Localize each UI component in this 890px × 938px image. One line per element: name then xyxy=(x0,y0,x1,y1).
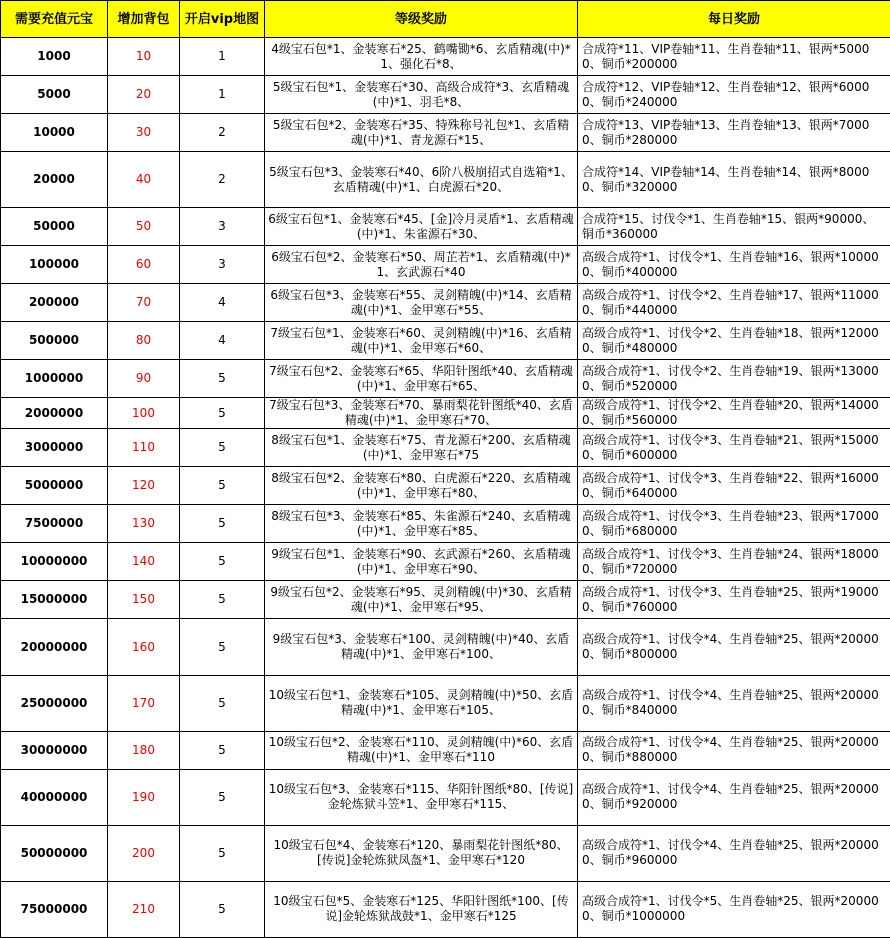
daily-reward-cell: 高级合成符*1、讨伐令*2、生肖卷轴*18、银两*120000、铜币*480000 xyxy=(578,322,890,360)
header-vip: 开启vip地图 xyxy=(180,1,265,38)
bag-cell: 70 xyxy=(108,284,180,322)
amount-cell: 20000000 xyxy=(1,619,108,675)
daily-reward-cell: 高级合成符*1、讨伐令*3、生肖卷轴*23、银两*170000、铜币*680000 xyxy=(578,505,890,543)
daily-reward-cell: 高级合成符*1、讨伐令*3、生肖卷轴*24、银两*180000、铜币*720000 xyxy=(578,543,890,581)
vip-cell: 5 xyxy=(180,619,265,675)
table-row xyxy=(1,505,890,543)
daily-reward-cell: 高级合成符*1、讨伐令*2、生肖卷轴*17、银两*110000、铜币*440000 xyxy=(578,284,890,322)
bag-cell: 150 xyxy=(108,581,180,619)
amount-cell: 10000000 xyxy=(1,543,108,581)
table-row xyxy=(1,360,890,398)
level-reward-cell: 7级宝石包*3、金装寒石*70、暴雨梨花针图纸*40、玄盾精魂(中)*1、金甲寒石*70、 xyxy=(265,398,578,429)
vip-cell: 5 xyxy=(180,543,265,581)
table-row xyxy=(1,114,890,152)
daily-reward-cell: 合成符*13、VIP卷轴*13、生肖卷轴*13、银两*70000、铜币*280000 xyxy=(578,114,890,152)
table-row xyxy=(1,825,890,881)
amount-cell: 25000000 xyxy=(1,675,108,731)
vip-cell: 5 xyxy=(180,505,265,543)
amount-cell: 75000000 xyxy=(1,881,108,937)
vip-cell: 5 xyxy=(180,881,265,937)
daily-reward-cell: 高级合成符*1、讨伐令*1、生肖卷轴*16、银两*100000、铜币*400000 xyxy=(578,246,890,284)
header-level-reward: 等级奖励 xyxy=(265,1,578,38)
table-row xyxy=(1,38,890,76)
bag-cell: 170 xyxy=(108,675,180,731)
table-row xyxy=(1,543,890,581)
level-reward-cell: 6级宝石包*1、金装寒石*45、[金]冷月灵盾*1、玄盾精魂(中)*1、朱雀源石*30、 xyxy=(265,208,578,246)
table-row xyxy=(1,208,890,246)
level-reward-cell: 9级宝石包*2、金装寒石*95、灵剑精魄(中)*30、玄盾精魂(中)*1、金甲寒石*95、 xyxy=(265,581,578,619)
level-reward-cell: 7级宝石包*1、金装寒石*60、灵剑精魄(中)*16、玄盾精魂(中)*1、金甲寒石*60、 xyxy=(265,322,578,360)
bag-cell: 210 xyxy=(108,881,180,937)
table-row xyxy=(1,246,890,284)
level-reward-cell: 4级宝石包*1、金装寒石*25、鹤嘴锄*6、玄盾精魂(中)*1、强化石*8、 xyxy=(265,38,578,76)
amount-cell: 50000000 xyxy=(1,825,108,881)
header-bag: 增加背包 xyxy=(108,1,180,38)
daily-reward-cell: 合成符*15、讨伐令*1、生肖卷轴*15、银两*90000、铜币*360000 xyxy=(578,208,890,246)
vip-cell: 1 xyxy=(180,76,265,114)
daily-reward-cell: 合成符*14、VIP卷轴*14、生肖卷轴*14、银两*80000、铜币*320000 xyxy=(578,152,890,208)
table-row xyxy=(1,322,890,360)
bag-cell: 30 xyxy=(108,114,180,152)
amount-cell: 15000000 xyxy=(1,581,108,619)
table-body xyxy=(1,38,890,938)
table-row xyxy=(1,881,890,937)
vip-cell: 5 xyxy=(180,675,265,731)
daily-reward-cell: 高级合成符*1、讨伐令*4、生肖卷轴*25、银两*200000、铜币*800000 xyxy=(578,619,890,675)
amount-cell: 500000 xyxy=(1,322,108,360)
level-reward-cell: 10级宝石包*5、金装寒石*125、华阳针图纸*100、[传说]金轮炼狱战鼓*1、金甲寒石*125 xyxy=(265,881,578,937)
level-reward-cell: 9级宝石包*3、金装寒石*100、灵剑精魄(中)*40、玄盾精魂(中)*1、金甲寒石*100、 xyxy=(265,619,578,675)
amount-cell: 7500000 xyxy=(1,505,108,543)
vip-cell: 3 xyxy=(180,208,265,246)
daily-reward-cell: 高级合成符*1、讨伐令*4、生肖卷轴*25、银两*200000、铜币*840000 xyxy=(578,675,890,731)
daily-reward-cell: 高级合成符*1、讨伐令*4、生肖卷轴*25、银两*200000、铜币*880000 xyxy=(578,731,890,769)
daily-reward-cell: 合成符*12、VIP卷轴*12、生肖卷轴*12、银两*60000、铜币*240000 xyxy=(578,76,890,114)
level-reward-cell: 10级宝石包*4、金装寒石*120、暴雨梨花针图纸*80、[传说]金轮炼狱凤盔*1、金甲寒石*120 xyxy=(265,825,578,881)
vip-cell: 5 xyxy=(180,581,265,619)
vip-cell: 4 xyxy=(180,284,265,322)
bag-cell: 180 xyxy=(108,731,180,769)
table-row xyxy=(1,731,890,769)
daily-reward-cell: 合成符*11、VIP卷轴*11、生肖卷轴*11、银两*50000、铜币*200000 xyxy=(578,38,890,76)
bag-cell: 80 xyxy=(108,322,180,360)
vip-cell: 5 xyxy=(180,360,265,398)
amount-cell: 50000 xyxy=(1,208,108,246)
bag-cell: 10 xyxy=(108,38,180,76)
vip-cell: 5 xyxy=(180,398,265,429)
bag-cell: 190 xyxy=(108,769,180,825)
bag-cell: 120 xyxy=(108,467,180,505)
daily-reward-cell: 高级合成符*1、讨伐令*3、生肖卷轴*22、银两*160000、铜币*640000 xyxy=(578,467,890,505)
vip-cell: 5 xyxy=(180,825,265,881)
amount-cell: 5000 xyxy=(1,76,108,114)
vip-cell: 2 xyxy=(180,114,265,152)
vip-cell: 5 xyxy=(180,731,265,769)
bag-cell: 160 xyxy=(108,619,180,675)
table-row xyxy=(1,675,890,731)
level-reward-cell: 5级宝石包*2、金装寒石*35、特殊称号礼包*1、玄盾精魂(中)*1、青龙源石*15、 xyxy=(265,114,578,152)
bag-cell: 100 xyxy=(108,398,180,429)
level-reward-cell: 10级宝石包*2、金装寒石*110、灵剑精魄(中)*60、玄盾精魂(中)*1、金甲寒石*110 xyxy=(265,731,578,769)
level-reward-cell: 8级宝石包*3、金装寒石*85、朱雀源石*240、玄盾精魂(中)*1、金甲寒石*85、 xyxy=(265,505,578,543)
table-row xyxy=(1,76,890,114)
vip-cell: 5 xyxy=(180,467,265,505)
amount-cell: 10000 xyxy=(1,114,108,152)
header-amount: 需要充值元宝 xyxy=(1,1,108,38)
vip-cell: 5 xyxy=(180,769,265,825)
level-reward-cell: 8级宝石包*2、金装寒石*80、白虎源石*220、玄盾精魂(中)*1、金甲寒石*80、 xyxy=(265,467,578,505)
level-reward-cell: 5级宝石包*1、金装寒石*30、高级合成符*3、玄盾精魂(中)*1、羽毛*8、 xyxy=(265,76,578,114)
level-reward-cell: 8级宝石包*1、金装寒石*75、青龙源石*200、玄盾精魂(中)*1、金甲寒石*75 xyxy=(265,429,578,467)
table-row xyxy=(1,467,890,505)
daily-reward-cell: 高级合成符*1、讨伐令*4、生肖卷轴*25、银两*200000、铜币*960000 xyxy=(578,825,890,881)
header-row xyxy=(1,1,890,38)
bag-cell: 90 xyxy=(108,360,180,398)
table-row xyxy=(1,152,890,208)
level-reward-cell: 10级宝石包*1、金装寒石*105、灵剑精魄(中)*50、玄盾精魂(中)*1、金甲寒石*105、 xyxy=(265,675,578,731)
bag-cell: 110 xyxy=(108,429,180,467)
vip-cell: 5 xyxy=(180,429,265,467)
table-row xyxy=(1,581,890,619)
level-reward-cell: 10级宝石包*3、金装寒石*115、华阳针图纸*80、[传说]金轮炼狱斗笠*1、金甲寒石*115、 xyxy=(265,769,578,825)
bag-cell: 40 xyxy=(108,152,180,208)
daily-reward-cell: 高级合成符*1、讨伐令*5、生肖卷轴*25、银两*200000、铜币*1000000 xyxy=(578,881,890,937)
amount-cell: 1000 xyxy=(1,38,108,76)
bag-cell: 20 xyxy=(108,76,180,114)
vip-cell: 4 xyxy=(180,322,265,360)
daily-reward-cell: 高级合成符*1、讨伐令*2、生肖卷轴*19、银两*130000、铜币*520000 xyxy=(578,360,890,398)
daily-reward-cell: 高级合成符*1、讨伐令*3、生肖卷轴*21、银两*150000、铜币*600000 xyxy=(578,429,890,467)
table-row xyxy=(1,284,890,322)
vip-cell: 3 xyxy=(180,246,265,284)
bag-cell: 130 xyxy=(108,505,180,543)
amount-cell: 200000 xyxy=(1,284,108,322)
header-daily-reward: 每日奖励 xyxy=(578,1,890,38)
table-row xyxy=(1,769,890,825)
daily-reward-cell: 高级合成符*1、讨伐令*4、生肖卷轴*25、银两*200000、铜币*920000 xyxy=(578,769,890,825)
table-row xyxy=(1,429,890,467)
level-reward-cell: 7级宝石包*2、金装寒石*65、华阳针图纸*40、玄盾精魂(中)*1、金甲寒石*65、 xyxy=(265,360,578,398)
level-reward-cell: 9级宝石包*1、金装寒石*90、玄武源石*260、玄盾精魂(中)*1、金甲寒石*90、 xyxy=(265,543,578,581)
amount-cell: 1000000 xyxy=(1,360,108,398)
vip-cell: 2 xyxy=(180,152,265,208)
amount-cell: 5000000 xyxy=(1,467,108,505)
bag-cell: 140 xyxy=(108,543,180,581)
amount-cell: 2000000 xyxy=(1,398,108,429)
vip-cell: 1 xyxy=(180,38,265,76)
daily-reward-cell: 高级合成符*1、讨伐令*3、生肖卷轴*25、银两*190000、铜币*760000 xyxy=(578,581,890,619)
amount-cell: 3000000 xyxy=(1,429,108,467)
bag-cell: 60 xyxy=(108,246,180,284)
table-row xyxy=(1,619,890,675)
bag-cell: 50 xyxy=(108,208,180,246)
level-reward-cell: 5级宝石包*3、金装寒石*40、6阶八极崩招式自选箱*1、玄盾精魂(中)*1、白虎源石*20、 xyxy=(265,152,578,208)
amount-cell: 100000 xyxy=(1,246,108,284)
amount-cell: 30000000 xyxy=(1,731,108,769)
daily-reward-cell: 高级合成符*1、讨伐令*2、生肖卷轴*20、银两*140000、铜币*560000 xyxy=(578,398,890,429)
amount-cell: 20000 xyxy=(1,152,108,208)
amount-cell: 40000000 xyxy=(1,769,108,825)
table-row xyxy=(1,398,890,429)
level-reward-cell: 6级宝石包*3、金装寒石*55、灵剑精魄(中)*14、玄盾精魂(中)*1、金甲寒石*55、 xyxy=(265,284,578,322)
bag-cell: 200 xyxy=(108,825,180,881)
level-reward-cell: 6级宝石包*2、金装寒石*50、周芷若*1、玄盾精魂(中)*1、玄武源石*40 xyxy=(265,246,578,284)
